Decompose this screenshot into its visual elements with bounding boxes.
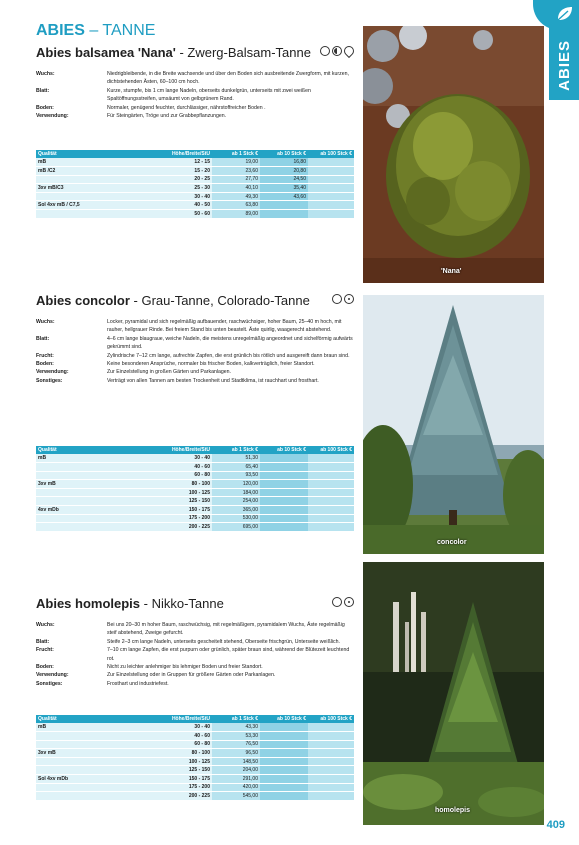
property-row bbox=[36, 663, 354, 671]
property-value: Verträgt von allen Tannen am besten Trockenheit und Stadtklima, ist rauchhart und frosthart. bbox=[107, 377, 319, 384]
cell-p10 bbox=[260, 792, 308, 801]
cell-q bbox=[36, 488, 164, 497]
page-number: 409 bbox=[546, 819, 565, 831]
cell-q bbox=[36, 740, 164, 749]
cell-p1: 204,00 bbox=[212, 766, 260, 775]
property-row bbox=[36, 680, 354, 688]
cell-h: 125 - 150 bbox=[164, 497, 212, 506]
table-row bbox=[36, 497, 354, 506]
site-icons bbox=[332, 597, 354, 607]
photo-concolor-image bbox=[363, 295, 544, 554]
cell-q bbox=[36, 783, 164, 792]
column-header-p10: ab 10 Stck € bbox=[260, 150, 308, 158]
property-value: 7–10 cm lange Zapfen, die erst purpurn oder grünlich, später braun sind, während der Blütezeit leuchtend rot. bbox=[107, 647, 350, 662]
cell-p1: 40,10 bbox=[212, 184, 260, 193]
cell-p1: 530,00 bbox=[212, 514, 260, 523]
cell-q bbox=[36, 523, 164, 532]
family-heading-bold: ABIES bbox=[36, 22, 85, 39]
property-value: Keine besonderen Ansprüche, normaler bis frischer Boden, kalkverträglich, freier Standort. bbox=[107, 361, 315, 368]
section-title bbox=[36, 293, 354, 308]
cell-p10 bbox=[260, 732, 308, 741]
cell-p100 bbox=[308, 766, 354, 775]
cell-p100 bbox=[308, 775, 354, 784]
cell-h: 50 - 60 bbox=[164, 210, 212, 219]
table-row bbox=[36, 749, 354, 758]
cell-h: 40 - 50 bbox=[164, 201, 212, 210]
cell-h: 175 - 200 bbox=[164, 783, 212, 792]
column-header-size: Höhe/Breite/StU bbox=[164, 150, 212, 158]
cell-p1: 51,30 bbox=[212, 454, 260, 463]
property-label: Verwendung: bbox=[36, 672, 69, 679]
latin-name: Abies homolepis bbox=[36, 596, 141, 611]
property-label: Frucht: bbox=[36, 647, 54, 654]
table-row bbox=[36, 723, 354, 732]
site-icons bbox=[320, 46, 354, 56]
property-value: Bei uns 20–30 m hoher Baum, raschwüchsig, mit regelmäßigem, pyramidalem Wuchs, Äste regelmäßig steif abstehend, Zweige gefurcht. bbox=[107, 622, 345, 637]
leaf-icon bbox=[555, 4, 575, 24]
sun-icon bbox=[320, 46, 330, 56]
cell-p10: 24,50 bbox=[260, 175, 308, 184]
table-row bbox=[36, 732, 354, 741]
half-shade-icon bbox=[344, 294, 354, 304]
cell-h: 150 - 175 bbox=[164, 775, 212, 784]
cell-q bbox=[36, 792, 164, 801]
cell-p10 bbox=[260, 523, 308, 532]
property-row bbox=[36, 335, 354, 352]
column-header-p10: ab 10 Stck € bbox=[260, 446, 308, 454]
table-row bbox=[36, 201, 354, 210]
property-value: 4–6 cm lange blaugraue, weiche Nadeln, die meistens unregelmäßig angeordnet und sichelförmig aufwärts gekrümmt sind. bbox=[107, 335, 353, 351]
cell-h: 30 - 40 bbox=[164, 723, 212, 732]
cell-p10 bbox=[260, 210, 308, 219]
cell-p1: 695,00 bbox=[212, 523, 260, 532]
side-tab-label: ABIES bbox=[556, 40, 573, 91]
photo-homolepis bbox=[363, 562, 544, 825]
cell-q: 4xv mDb bbox=[36, 506, 164, 515]
property-label: Boden: bbox=[36, 361, 54, 368]
property-label: Boden: bbox=[36, 664, 54, 671]
property-label: Blatt: bbox=[36, 87, 50, 94]
property-row bbox=[36, 646, 354, 663]
cell-p10: 43,60 bbox=[260, 192, 308, 201]
sun-icon bbox=[332, 597, 342, 607]
cell-h: 12 - 15 bbox=[164, 158, 212, 167]
table-row bbox=[36, 757, 354, 766]
photo-concolor bbox=[363, 295, 544, 554]
photo-balsamea-nana bbox=[363, 26, 544, 283]
cell-p100 bbox=[308, 723, 354, 732]
cell-p1: 23,60 bbox=[212, 167, 260, 176]
table-row bbox=[36, 167, 354, 176]
table-row bbox=[36, 792, 354, 801]
cell-p100 bbox=[308, 201, 354, 210]
cell-q bbox=[36, 463, 164, 472]
cell-h: 100 - 125 bbox=[164, 757, 212, 766]
price-table-header bbox=[36, 150, 354, 158]
property-row bbox=[36, 621, 354, 638]
price-table bbox=[36, 715, 354, 801]
cell-h: 40 - 60 bbox=[164, 732, 212, 741]
table-row bbox=[36, 175, 354, 184]
cell-q: mB bbox=[36, 158, 164, 167]
table-row bbox=[36, 514, 354, 523]
table-row bbox=[36, 523, 354, 532]
cell-p100 bbox=[308, 488, 354, 497]
property-row bbox=[36, 352, 354, 360]
cell-q: Sol 4xv mB / C7,5 bbox=[36, 201, 164, 210]
cell-h: 200 - 225 bbox=[164, 523, 212, 532]
property-label: Boden: bbox=[36, 104, 54, 111]
cell-p1: 76,50 bbox=[212, 740, 260, 749]
cell-p1: 43,30 bbox=[212, 723, 260, 732]
cell-p10 bbox=[260, 775, 308, 784]
table-row bbox=[36, 463, 354, 472]
table-row bbox=[36, 471, 354, 480]
property-row bbox=[36, 671, 354, 679]
property-value: Nicht zu leichter anlehmiger bis lehmiger Boden und freier Standort. bbox=[107, 664, 263, 671]
property-value: Normaler, genügend feuchter, durchlässiger, nährstoffreicher Boden . bbox=[107, 104, 266, 111]
cell-p100 bbox=[308, 514, 354, 523]
cell-p1: 420,00 bbox=[212, 783, 260, 792]
cell-h: 150 - 175 bbox=[164, 506, 212, 515]
cell-p1: 184,00 bbox=[212, 488, 260, 497]
cell-q: 3xv mB bbox=[36, 480, 164, 489]
photo-balsamea-nana-image bbox=[363, 26, 544, 283]
sun-icon bbox=[332, 294, 342, 304]
property-row bbox=[36, 368, 354, 376]
cell-q: 3xv mB bbox=[36, 749, 164, 758]
cell-p1: 96,50 bbox=[212, 749, 260, 758]
cell-p1: 545,00 bbox=[212, 792, 260, 801]
cell-p10 bbox=[260, 514, 308, 523]
common-name: - Nikko-Tanne bbox=[140, 596, 224, 611]
column-header-p1: ab 1 Stck € bbox=[212, 715, 260, 723]
column-header-size: Höhe/Breite/StU bbox=[164, 446, 212, 454]
property-label: Verwendung: bbox=[36, 113, 69, 120]
column-header-p1: ab 1 Stck € bbox=[212, 446, 260, 454]
property-label: Wuchs: bbox=[36, 622, 55, 628]
table-row bbox=[36, 158, 354, 167]
property-row bbox=[36, 318, 354, 335]
property-label: Sonstiges: bbox=[36, 680, 63, 687]
cell-p1: 120,00 bbox=[212, 480, 260, 489]
properties-list bbox=[36, 621, 354, 688]
property-value: Zylindrische 7–12 cm lange, aufrechte Zapfen, die erst grünlich bis rötlich und ausgereift dann braun sind. bbox=[107, 352, 350, 359]
cell-p100 bbox=[308, 463, 354, 472]
table-row bbox=[36, 184, 354, 193]
cell-p10 bbox=[260, 488, 308, 497]
site-icons bbox=[332, 294, 354, 304]
cell-h: 60 - 80 bbox=[164, 471, 212, 480]
cell-p100 bbox=[308, 454, 354, 463]
section-title bbox=[36, 45, 354, 60]
table-row bbox=[36, 783, 354, 792]
cell-q bbox=[36, 757, 164, 766]
cell-p1: 19,00 bbox=[212, 158, 260, 167]
common-name: - Zwerg-Balsam-Tanne bbox=[175, 45, 311, 60]
property-row bbox=[36, 360, 354, 368]
price-table-header bbox=[36, 446, 354, 454]
cell-p10 bbox=[260, 783, 308, 792]
cell-p1: 27,70 bbox=[212, 175, 260, 184]
property-label: Wuchs: bbox=[36, 71, 55, 77]
moisture-icon bbox=[342, 44, 356, 58]
cell-p10 bbox=[260, 463, 308, 472]
cell-h: 20 - 25 bbox=[164, 175, 212, 184]
property-label: Frucht: bbox=[36, 352, 54, 359]
column-header-p100: ab 100 Stck € bbox=[308, 150, 354, 158]
cell-p100 bbox=[308, 158, 354, 167]
cell-h: 175 - 200 bbox=[164, 514, 212, 523]
cell-q: Sol 4xv mDb bbox=[36, 775, 164, 784]
table-row bbox=[36, 766, 354, 775]
cell-h: 80 - 100 bbox=[164, 749, 212, 758]
cell-p100 bbox=[308, 192, 354, 201]
family-heading-rest: – TANNE bbox=[84, 22, 156, 39]
cell-p100 bbox=[308, 471, 354, 480]
property-value: Locker, pyramidal und sich regelmäßig aufbauender, raschwüchsiger, hoher Baum, 25–40 m hoch, mit rauher, hellgrauer Rinde. Bei freiem Stand bis unten beastelt. Äste quirlig, waagerecht abstehend. bbox=[107, 319, 342, 334]
property-value: Zur Einzelstellung oder in Gruppen für größere Gärten oder Parkanlagen. bbox=[107, 672, 276, 679]
property-label: Blatt: bbox=[36, 335, 50, 342]
table-row bbox=[36, 775, 354, 784]
cell-q bbox=[36, 514, 164, 523]
cell-h: 15 - 20 bbox=[164, 167, 212, 176]
property-value: Frosthart und industriefest. bbox=[107, 680, 169, 687]
property-value: Kurze, stumpfe, bis 1 cm lange Nadeln, oberseits dunkelgrün, unterseits mit zwei weißen Spaltöffnungsstreifen, umsäumt von gelbgrünem Rand. bbox=[107, 87, 311, 103]
cell-q: 3xv mB/C3 bbox=[36, 184, 164, 193]
cell-p100 bbox=[308, 757, 354, 766]
cell-p100 bbox=[308, 167, 354, 176]
latin-name: Abies concolor bbox=[36, 293, 130, 308]
cell-p1: 65,40 bbox=[212, 463, 260, 472]
property-label: Blatt: bbox=[36, 638, 50, 645]
property-value: Für Steingärten, Tröge und zur Grabbepflanzungen. bbox=[107, 113, 227, 120]
latin-name: Abies balsamea 'Nana' bbox=[36, 45, 176, 60]
column-header-p1: ab 1 Stck € bbox=[212, 150, 260, 158]
cell-h: 25 - 30 bbox=[164, 184, 212, 193]
cell-p10 bbox=[260, 749, 308, 758]
cell-h: 30 - 40 bbox=[164, 454, 212, 463]
price-table-header bbox=[36, 715, 354, 723]
cell-p1: 365,00 bbox=[212, 506, 260, 515]
cell-q bbox=[36, 210, 164, 219]
cell-p1: 89,00 bbox=[212, 210, 260, 219]
section-abies-balsamea bbox=[36, 45, 354, 235]
table-row bbox=[36, 480, 354, 489]
cell-p10 bbox=[260, 506, 308, 515]
price-table bbox=[36, 446, 354, 532]
photo-caption: concolor bbox=[437, 539, 467, 546]
genus-side-tab bbox=[549, 0, 579, 100]
half-shade-icon bbox=[332, 46, 342, 56]
cell-p100 bbox=[308, 792, 354, 801]
cell-p100 bbox=[308, 497, 354, 506]
section-abies-homolepis bbox=[36, 596, 354, 826]
cell-p100 bbox=[308, 506, 354, 515]
cell-p100 bbox=[308, 175, 354, 184]
cell-p10 bbox=[260, 497, 308, 506]
property-row bbox=[36, 377, 354, 385]
cell-p10: 16,80 bbox=[260, 158, 308, 167]
cell-q: mB bbox=[36, 454, 164, 463]
table-row bbox=[36, 506, 354, 515]
property-value: Niedrigbleibende, in die Breite wachsende und über den Boden sich ausbreitende Zwergform, mit kurzen, dichtstehenden Ästen, 60–100 cm hoch. bbox=[107, 71, 349, 86]
cell-p100 bbox=[308, 480, 354, 489]
property-row bbox=[36, 104, 354, 112]
table-row bbox=[36, 210, 354, 219]
column-header-p100: ab 100 Stck € bbox=[308, 446, 354, 454]
column-header-p10: ab 10 Stck € bbox=[260, 715, 308, 723]
property-row bbox=[36, 112, 354, 120]
cell-h: 30 - 40 bbox=[164, 192, 212, 201]
cell-p10 bbox=[260, 757, 308, 766]
cell-q bbox=[36, 732, 164, 741]
cell-p100 bbox=[308, 732, 354, 741]
cell-q bbox=[36, 192, 164, 201]
section-title bbox=[36, 596, 354, 611]
cell-p1: 63,80 bbox=[212, 201, 260, 210]
cell-p1: 53,30 bbox=[212, 732, 260, 741]
cell-p1: 93,50 bbox=[212, 471, 260, 480]
cell-p1: 49,30 bbox=[212, 192, 260, 201]
family-heading bbox=[36, 22, 155, 40]
property-row bbox=[36, 638, 354, 646]
cell-h: 80 - 100 bbox=[164, 480, 212, 489]
column-header-quality: Qualität bbox=[36, 150, 164, 158]
table-row bbox=[36, 454, 354, 463]
properties-list bbox=[36, 70, 354, 120]
cell-p100 bbox=[308, 749, 354, 758]
cell-p1: 291,00 bbox=[212, 775, 260, 784]
cell-p10 bbox=[260, 740, 308, 749]
section-abies-concolor bbox=[36, 293, 354, 548]
property-value: Steife 2–3 cm lange Nadeln, unterseits gescheitelt stehend, Oberseite frischgrün, Unterseite weißlich. bbox=[107, 638, 340, 645]
properties-list bbox=[36, 318, 354, 385]
cell-p10 bbox=[260, 454, 308, 463]
cell-p1: 148,50 bbox=[212, 757, 260, 766]
table-row bbox=[36, 740, 354, 749]
cell-q bbox=[36, 497, 164, 506]
cell-h: 125 - 150 bbox=[164, 766, 212, 775]
cell-p100 bbox=[308, 184, 354, 193]
cell-q: mB bbox=[36, 723, 164, 732]
cell-p100 bbox=[308, 210, 354, 219]
property-label: Wuchs: bbox=[36, 319, 55, 325]
photo-homolepis-image bbox=[363, 562, 544, 825]
cell-h: 40 - 60 bbox=[164, 463, 212, 472]
cell-p100 bbox=[308, 523, 354, 532]
cell-p10: 35,40 bbox=[260, 184, 308, 193]
price-table bbox=[36, 150, 354, 219]
column-header-quality: Qualität bbox=[36, 446, 164, 454]
cell-p100 bbox=[308, 740, 354, 749]
cell-q: mB /C2 bbox=[36, 167, 164, 176]
property-label: Sonstiges: bbox=[36, 377, 63, 384]
property-row bbox=[36, 87, 354, 104]
cell-h: 60 - 80 bbox=[164, 740, 212, 749]
cell-p10 bbox=[260, 471, 308, 480]
column-header-p100: ab 100 Stck € bbox=[308, 715, 354, 723]
cell-q bbox=[36, 175, 164, 184]
cell-p10 bbox=[260, 201, 308, 210]
cell-p10 bbox=[260, 766, 308, 775]
cell-h: 100 - 125 bbox=[164, 488, 212, 497]
column-header-quality: Qualität bbox=[36, 715, 164, 723]
photo-caption: homolepis bbox=[435, 807, 471, 814]
cell-p10 bbox=[260, 480, 308, 489]
cell-p1: 254,00 bbox=[212, 497, 260, 506]
cell-h: 200 - 225 bbox=[164, 792, 212, 801]
photo-caption: 'Nana' bbox=[441, 268, 462, 275]
common-name: - Grau-Tanne, Colorado-Tanne bbox=[129, 293, 310, 308]
property-row bbox=[36, 70, 354, 87]
table-row bbox=[36, 192, 354, 201]
property-value: Zur Einzelstellung in großen Gärten und Parkanlagen. bbox=[107, 369, 231, 376]
cell-p100 bbox=[308, 783, 354, 792]
cell-q bbox=[36, 471, 164, 480]
column-header-size: Höhe/Breite/StU bbox=[164, 715, 212, 723]
cell-p10: 20,80 bbox=[260, 167, 308, 176]
cell-p10 bbox=[260, 723, 308, 732]
cell-q bbox=[36, 766, 164, 775]
table-row bbox=[36, 488, 354, 497]
property-label: Verwendung: bbox=[36, 369, 69, 376]
half-shade-icon bbox=[344, 597, 354, 607]
